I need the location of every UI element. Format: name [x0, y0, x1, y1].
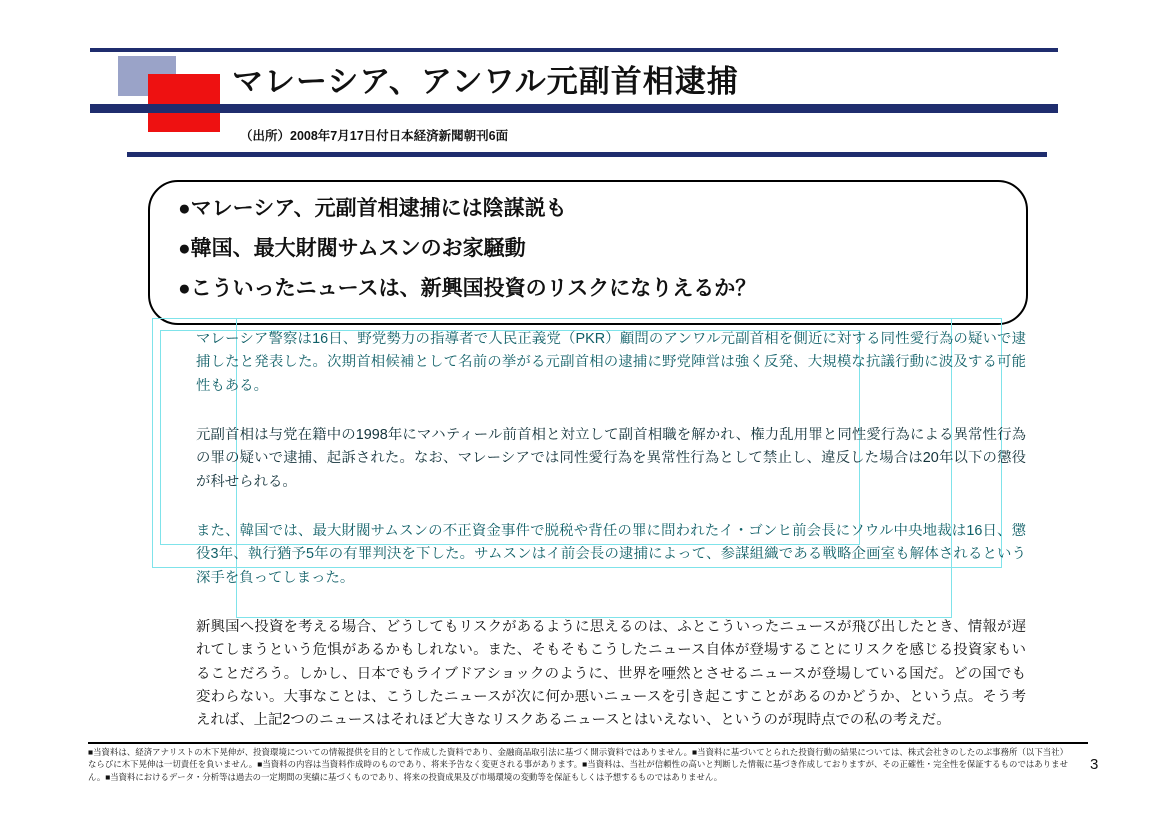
header-red-block [148, 74, 220, 132]
footer-disclaimer: ■当資料は、経済アナリストの木下晃伸が、投資環境についての情報提供を目的として作成した資料であり、金融商品取引法に基づく開示資料ではありません。■当資料に基づいてとられた投資行動の結果については、株式会社きのしたのぶ事務所（以下当社）ならびに木下晃伸は一切責任を負いません。■当資料の内容は当資料作成時のものであり、将来予告なく変更される事があります。■当資料は、当社が信頼性の高いと判断した情報に基づき作成しておりますが、その正確性・完全性を保証するものではありません。■当資料におけるデータ・分析等は過去の一定期間の実績に基づくものであり、将来の投資成果及び市場環境の変動等を保証もしくは予想するものではありません。 [88, 747, 1068, 782]
page-number: 3 [1090, 756, 1099, 773]
bullet-item-2: ●韓国、最大財閥サムスンのお家騒動 [178, 237, 526, 260]
bullet-item-1: ●マレーシア、元副首相逮捕には陰謀説も [178, 197, 567, 220]
header-bottom-rule [90, 104, 1058, 113]
bullet-summary-box [148, 180, 1028, 325]
article-paragraph-2: 元副首相は与党在籍中の1998年にマハティール前首相と対立して副首相職を解かれ、権力乱用罪と同性愛行為による異常性行為の罪の疑いで逮捕、起訴された。なお、マレーシアでは同性愛行為を異常性行為として禁止し、違反した場合は20年以下の懲役が科せられる。 [196, 426, 1026, 490]
article-paragraph-3: また、韓国では、最大財閥サムスンの不正資金事件で脱税や背任の罪に問われたイ・ゴンヒ前会長にソウル中央地裁は16日、懲役3年、執行猶予5年の有罪判決を下した。サムスンはイ前会長の逮捕によって、参謀組織である戦略企画室も解体されるという深手を負ってしまった。 [196, 522, 1026, 586]
article-body [196, 328, 1026, 733]
footer-divider [88, 742, 1088, 744]
source-note: （出所）2008年7月17日付日本経済新聞朝刊6面 [240, 129, 509, 143]
source-divider [127, 152, 1047, 157]
bullet-item-3: ●こういったニュースは、新興国投資のリスクになりえるか？ [178, 277, 757, 300]
header-top-rule [90, 48, 1058, 52]
article-paragraph-4: 新興国へ投資を考える場合、どうしてもリスクがあるように思えるのは、ふとこういったニュースが飛び出したとき、情報が遅れてしまうという危惧があるかもしれない。また、そもそもこうしたニュース自体が登場することにリスクを感じる投資家もいることだろう。しかし、日本でもライブドアショックのように、世界を唖然とさせるニュースが登場している国だ。どの国でも変わらない。大事なことは、こうしたニュースが次に何か悪いニュースを引き起こすことがあるのかどうか、という点。そう考えれば、上記2つのニュースはそれほど大きなリスクあるニュースとはいえない、というのが現時点での私の考えだ。 [196, 618, 1026, 729]
page-title: マレーシア、アンワル元副首相逮捕 [232, 64, 739, 99]
article-paragraph-1: マレーシア警察は16日、野党勢力の指導者で人民正義党（PKR）顧問のアンワル元副首相を側近に対する同性愛行為の疑いで逮捕したと発表した。次期首相候補として名前の挙がる元副首相の逮捕に野党陣営は強く反発、大規模な抗議行動に波及する可能性もある。 [196, 331, 1026, 394]
